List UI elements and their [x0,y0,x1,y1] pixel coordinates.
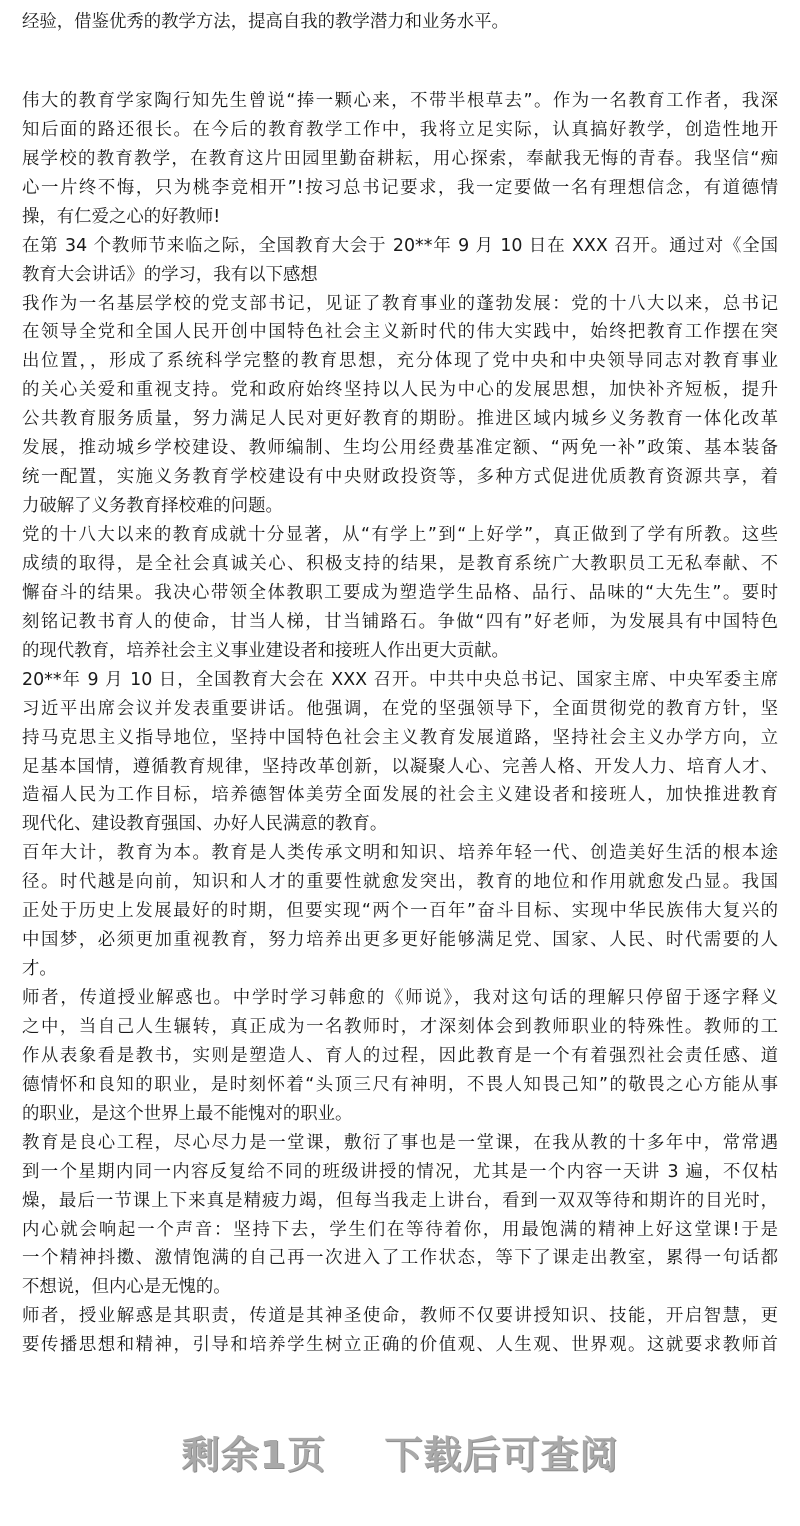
paragraph [22,521,778,666]
paragraph [22,232,778,290]
text-line: 在领导全党和全国人民开创中国特色社会主义新时代的伟大实践中，始终把教育工作摆在突 [22,322,778,343]
text-line: 习近平出席会议并发表重要讲话。他强调，在党的坚强领导下，全面贯彻党的教育方针，坚 [22,698,778,719]
text-line: 现代化、建设教育强国、办好人民满意的教育。 [22,814,388,835]
text-line: 操，有仁爱之心的好教师! [22,206,221,227]
paragraph [22,1129,778,1303]
text-line: 心一片终不悔，只为桃李竞相开”!按习总书记要求，我一定要做一名有理想信念，有道德情 [22,177,778,198]
text-line: 不想说，但内心是无愧的。 [22,1277,231,1298]
text-line: 要传播思想和精神，引导和培养学生树立正确的价值观、人生观、世界观。这就要求教师首 [22,1335,778,1356]
text-line: 知后面的路还很长。在今后的教育教学工作中，我将立足实际，认真搞好教学，创造性地开 [22,119,778,140]
paragraph [22,290,778,522]
paragraph [22,984,778,1129]
text-line: 师者，传道授业解惑也。中学时学习韩愈的《师说》，我对这句话的理解只停留于逐字释义 [22,988,778,1008]
text-line: 德情怀和良知的职业，是时刻怀着“头顶三尺有神明，不畏人知畏己知”的敬畏之心方能从事 [22,1074,778,1095]
text-line: 的职业，是这个世界上最不能愧对的职业。 [22,1103,353,1124]
text-line: 刻铭记教书育人的使命，甘当人梯，甘当铺路石。争做“四有”好老师，为发展具有中国特色 [22,611,778,632]
remaining-pages-label[interactable]: 剩余1页 [181,1433,327,1477]
document-body [22,8,778,1360]
text-line: 的关心关爱和重视支持。党和政府始终坚持以人民为中心的发展思想，加快补齐短板，提升 [22,380,778,401]
text-line: 懈奋斗的结果。我决心带领全体教职工要成为塑造学生品格、品行、品味的“大先生”。要时 [22,582,778,603]
paragraph [22,666,778,840]
text-line: 党的十八大以来的教育成就十分显著，从“有学上”到“上好学”，真正做到了学有所教。这些 [22,525,778,545]
text-line: 中国梦，必须更加重视教育，努力培养出更多更好能够满足党、国家、人民、时代需要的人 [22,930,778,951]
text-line: 公共教育服务质量，努力满足人民对更好教育的期盼。推进区域内城乡义务教育一体化改革 [22,409,778,430]
text-line: 力破解了义务教育择校难的问题。 [22,496,283,517]
text-line: 足基本国情，遵循教育规律，坚持改革创新，以凝聚人心、完善人格、开发人力、培育人才、 [22,756,778,777]
paragraph [22,8,778,37]
text-line: 作从表象看是教书，实则是塑造人、育人的过程，因此教育是一个有着强烈社会责任感、道 [22,1045,778,1066]
paragraph [22,1302,778,1360]
text-line: 教育是良心工程，尽心尽力是一堂课，敷衍了事也是一堂课，在我从教的十多年中，常常遇 [22,1132,778,1153]
text-line: 造福人民为工作目标，培养德智体美劳全面发展的社会主义建设者和接班人，加快推进教育 [22,785,778,806]
text-line: 正处于历史上发展最好的时期，但要实现“两个一百年”奋斗目标、实现中华民族伟大复兴的 [22,901,778,922]
text-line: 伟大的教育学家陶行知先生曾说“捧一颗心来，不带半根草去”。作为一名教育工作者，我深 [22,90,778,111]
text-line: 燥，最后一节课上下来真是精疲力竭，但每当我走上讲台，看到一双双等待和期许的目光时， [22,1190,778,1211]
text-line: 之中，当自己人生辗转，真正成为一名教师时，才深刻体会到教师职业的特殊性。教师的工 [22,1016,778,1037]
text-line: 师者，授业解惑是其职责，传道是其神圣使命，教师不仅要讲授知识、技能，开启智慧，更 [22,1306,778,1327]
text-line: 我作为一名基层学校的党支部书记，见证了教育事业的蓬勃发展：党的十八大以来，总书记 [22,293,778,314]
text-line: 内心就会响起一个声音：坚持下去，学生们在等待着你，用最饱满的精神上好这堂课!于是 [22,1219,778,1240]
text-line: 径。时代越是向前，知识和人才的重要性就愈发突出，教育的地位和作用就愈发凸显。我国 [22,872,778,893]
text-line: 才。 [22,959,57,980]
text-line: 持马克思主义指导地位，坚持中国特色社会主义教育发展道路，坚持社会主义办学方向，立 [22,727,778,748]
text-line: 出位置，，形成了系统科学完整的教育思想，充分体现了党中央和中央领导同志对教育事业 [22,351,778,372]
paragraph [22,87,778,232]
text-line: 教育大会讲话》的学习，我有以下感想 [22,264,318,285]
text-line: 经验，借鉴优秀的教学方法，提高自我的教学潜力和业务水平。 [22,12,509,32]
paragraph-gap [22,37,778,87]
text-line: 展学校的教育教学，在教育这片田园里勤奋耕耘，用心探索，奉献我无悔的青春。我坚信“痴 [22,148,778,169]
text-line: 百年大计，教育为本。教育是人类传承文明和知识、培养年轻一代、创造美好生活的根本途 [22,843,778,864]
text-line: 统一配置，实施义务教育学校建设有中央财政投资等，多种方式促进优质教育资源共享，着 [22,467,778,488]
text-line: 在第 34 个教师节来临之际，全国教育大会于 20**年 9 月 10 日在 XXX 召开。通过对《全国 [22,235,778,256]
paragraph [22,839,778,984]
text-line: 到一个星期内同一内容反复给不同的班级讲授的情况，尤其是一个内容一天讲 3 遍，不仅枯 [22,1161,778,1182]
download-prompt[interactable] [0,1424,800,1479]
text-line: 成绩的取得，是全社会真诚关心、积极支持的结果，是教育系统广大教职员工无私奉献、不 [22,553,778,574]
download-to-view-label[interactable]: 下载后可查阅 [384,1433,619,1477]
text-line: 20**年 9 月 10 日，全国教育大会在 XXX 召开。中共中央总书记、国家主席、中央军委主席 [22,669,778,690]
text-line: 发展，推动城乡学校建设、教师编制、生均公用经费基准定额、“两免一补”政策、基本装备 [22,438,778,459]
text-line: 的现代教育，培养社会主义事业建设者和接班人作出更大贡献。 [22,640,509,661]
text-line: 一个精神抖擞、激情饱满的自己再一次进入了工作状态，等下了课走出教室，累得一句话都 [22,1248,778,1269]
